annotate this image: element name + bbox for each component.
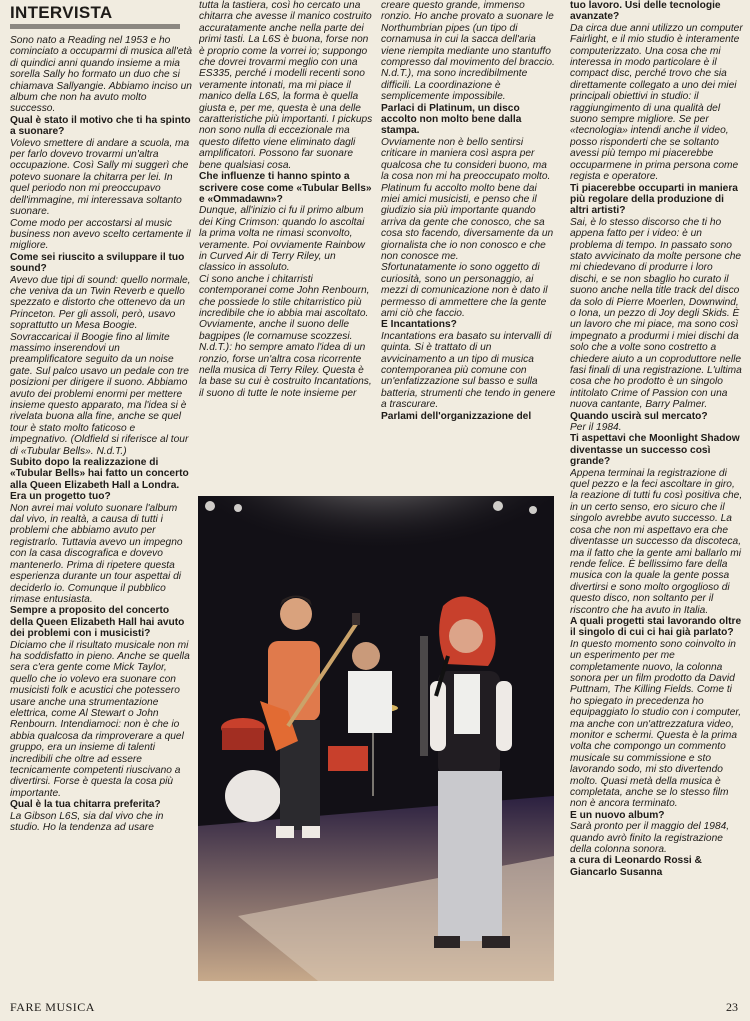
answer-paragraph: Sarà pronto per il maggio del 1984, quando avrò finito la registrazione della colonna sonora. xyxy=(570,821,730,856)
answer-paragraph: Sono nato a Reading nel 1953 e ho cominciato a occuparmi di musica all'età di quindici anni quando insieme a mia sorella Sally ho formato un duo che si chiamava Sallyangie. Abbiamo inciso un album che non ha avuto molto successo. xyxy=(10,35,193,115)
section-title-bar xyxy=(10,24,180,29)
question-paragraph: A quali progetti stai lavorando oltre il singolo di cui ci hai già parlato? xyxy=(570,615,742,639)
answer-paragraph: Per il 1984. xyxy=(570,422,622,434)
answer-paragraph: Come modo per accostarsi al music business non avevo scelto certamente il migliore. xyxy=(10,217,191,252)
answer-paragraph: tutta la tastiera, così ho cercato una chitarra che avesse il manico costruito accuratamente anche nella parte dei primi tasti. La L6S è buona, forse non è proprio come la vorrei io; suppongo che dovrei trovarmi meglio con una ES335, perché i modelli recenti sono veramente intonati, ma mi piace il manico della L6S, la forma è quella giusta e, per me, questa è una delle caratteristiche più importanti. I pickups non sono nulla di eccezionale ma questo difetto viene eliminato dagli amplificatori. Possono far suonare bene qualsiasi cosa. xyxy=(199,0,373,171)
answer-paragraph: La Gibson L6S, sia dal vivo che in studio. Ho la tendenza ad usare xyxy=(10,810,164,834)
question-paragraph: Parlami dell'organizzazione del xyxy=(381,410,532,422)
question-paragraph: Qual è la tua chitarra preferita? xyxy=(10,799,161,811)
column-2-text xyxy=(199,0,374,399)
question-paragraph: Parlaci di Platinum, un disco accolto non molto bene dalla stampa. xyxy=(381,102,522,137)
question-paragraph: Ti piacerebbe occuparti in maniera più regolare della produzione di altri artisti? xyxy=(570,182,738,217)
question-paragraph: tuo lavoro. Usi delle tecnologie avanzate? xyxy=(570,0,721,23)
answer-paragraph: creare questo grande, immenso ronzio. Ho anche provato a suonare le Northumbrian pipes (un tipo di cornamusa in cui la sacca dell'aria viene riempita mediante uno stantuffo compresso dal movimento del braccio. N.d.T.), ma sono incredibilmente difficili. La coordinazione è semplicemente impossibile. xyxy=(381,0,555,103)
article-column-1 xyxy=(10,0,193,990)
magazine-name: FARE MUSICA xyxy=(10,1000,95,1014)
answer-paragraph: Ovviamente non è bello sentirsi criticare in maniera così aspra per qualcosa che tu consideri buono, ma la cosa non mi ha preoccupato molto. Platinum fu accolto molto bene dai miei amici musicisti, e penso che il giudizio sia più importante quando arriva da gente che conosco, che sa cosa sto facendo, diversamente da un giornalista che io non conosco e che non conosce me. xyxy=(381,136,554,262)
question-paragraph: E Incantations? xyxy=(381,319,457,331)
answer-paragraph: Sfortunatamente io sono oggetto di curiosità, sono un personaggio, ai mezzi di comunicazione non è dato il permesso di ammettere che la gente ami ciò che faccio. xyxy=(381,262,548,319)
answer-paragraph: Da circa due anni utilizzo un computer Fairlight, e il mio studio è interamente computerizzato. Una cosa che mi interessa in modo particolare è il compact disc, perché trovo che sia direttamente collegato a uno dei miei principali obiettivi in studio: il raggiungimento di una qualità del suono sempre migliore. Se per «tecnologia» intendi anche il video, posso risponderti che se soltanto avessi più tempo mi piacerebbe occuparmene in prima persona come regista e operatore. xyxy=(570,22,743,183)
question-paragraph: Qual è stato il motivo che ti ha spinto a suonare? xyxy=(10,114,191,138)
column-3-text xyxy=(381,0,556,422)
article-column-2 xyxy=(199,0,374,492)
question-paragraph: Ti aspettavi che Moonlight Shadow diventasse un successo così grande? xyxy=(570,433,740,468)
answer-paragraph: Avevo due tipi di sound: quello normale, che veniva da un Twin Reverb e quello spezzato e distorto che ottenevo da un Princeton. Per gli assoli, però, usavo soprattutto un Mesa Boogie. Sovraccaricai il Boogie fino al limite massimo inserendovi un preamplificatore seguito da un noise gate. Sul palco usavo un pedale con tre posizioni per dirigere il suono. Abbiamo avuto dei problemi enormi per mettere insieme questo apparato, ma l'idea si è rivelata buona alla fine, anche se quel tour è stato molto faticoso e impegnativo. (Oldfield si riferisce al tour di «Tubular Bells». N.d.T.) xyxy=(10,274,191,457)
answer-paragraph: Incantations era basato su intervalli di quinta. Si è trattato di un avvicinamento a un tipo di musica contemporanea più comune con un'enfatizzazione sul basso e sulla batteria, strumenti che tendo in genere a trascurare. xyxy=(381,330,556,411)
article-column-4 xyxy=(570,0,744,1008)
answer-paragraph: Appena terminai la registrazione di quel pezzo e la feci ascoltare in giro, la reazione di tutti fu così positiva che, in un certo senso, ero sicuro che il singolo avrebbe avuto successo. La cosa che non mi aspettavo era che diventasse un successo da discoteca, ma il fatto che la gente ami ballarlo mi rende felice. È bellissimo fare della musica con la quale la gente possa divertirsi e sono molto orgoglioso di questo disco, non soltanto per il riscontro che ha avuto in Italia. xyxy=(570,467,743,616)
answer-paragraph: Dunque, all'inizio ci fu il primo album dei King Crimson: quando lo ascoltai la prima volta ne rimasi sconvolto, veramente. Poi ovviamente Rainbow in Curved Air di Terry Riley, un classico in assoluto. xyxy=(199,205,365,274)
question-paragraph: Sempre a proposito del concerto della Queen Elizabeth Hall hai avuto dei problemi con i musicisti? xyxy=(10,605,185,640)
answer-paragraph: Non avrei mai voluto suonare l'album dal vivo, in realtà, a causa di tutti i problemi che abbiamo avuto per registrarlo. Tuttavia avevo un impegno con la casa discografica e dovevo mantenerlo. Prima di ripetere questa esperienza durante un tour aspettai di deciderlo io. Comunque il pubblico rimase entusiasta. xyxy=(10,502,183,605)
column-1-text xyxy=(10,35,193,833)
question-paragraph: Che influenze ti hanno spinto a scrivere cose come «Tubular Bells» e «Ommadawn»? xyxy=(199,171,372,205)
answer-paragraph: Sai, è lo stesso discorso che ti ho appena fatto per i video: è un problema di tempo. In passato sono stato avvicinato da molte persone che mi chiedevano di produrre i loro dischi, e se non sbaglio ho curato il suono anche nella title track del disco da solo di Pierre Moerlen, Downwind, o Iona, un pezzo di Joy degli Skids. È un lavoro che mi piace, ma sono così impegnato a produrmi i miei dischi da solo che a volte sono costretto a chiedere aiuto a un coproduttore nelle fasi finali di una registrazione. L'ultima cosa che ho prodotto è un singolo intitolato Crime of Passion con una nuova cantante, Barry Palmer. xyxy=(570,216,742,411)
concert-photo xyxy=(198,496,554,981)
section-title: INTERVISTA xyxy=(10,3,113,22)
question-paragraph: a cura di Leonardo Rossi & Giancarlo Susanna xyxy=(570,855,702,878)
answer-paragraph: Volevo smettere di andare a scuola, ma per farlo dovevo trovarmi un'altra occupazione. Così Sally mi suggerì che potevo suonare la chitarra per lei. In quel periodo non mi preoccupavo dell'immagine, mi interessava soltanto suonare. xyxy=(10,137,190,218)
page-number: 23 xyxy=(726,1000,738,1014)
column-4-text xyxy=(570,0,744,878)
answer-paragraph: Ci sono anche i chitarristi contemporanei come John Renbourn, che possiede lo stile chitarristico più incredibile che io abbia mai ascoltato. Ovviamente, anche il suono delle bagpipes (le cornamuse scozzesi. N.d.T.): ho sempre amato l'idea di un ronzio, forse un'altra cosa ricorrente nella musica di Terry Riley. Questa è la base su cui è costruito Incantations, il suono di tutte le note insieme per xyxy=(199,273,372,399)
answer-paragraph: In questo momento sono coinvolto in un esperimento per me completamente nuovo, la colonna sonora per un film prodotto da David Puttnam, The Killing Fields. Come ti ho spiegato in precedenza ho equipaggiato lo studio con i computer, ma anche con un'attrezzatura video, monitor e schermi. Questa è la prima volta che compongo un commento musicale su commissione e sto lavorando sodo, mi sto divertendo molto. Quasi metà della musica è completata, anche se lo stesso film non è ancora terminato. xyxy=(570,638,742,810)
question-paragraph: Subito dopo la realizzazione di «Tubular Bells» hai fatto un concerto alla Queen Elizabeth Hall a Londra. Era un progetto tuo? xyxy=(10,457,189,503)
question-paragraph: Come sei riuscito a sviluppare il tuo sound? xyxy=(10,251,185,275)
answer-paragraph: Diciamo che il risultato musicale non mi ha soddisfatto in pieno. Anche se quella sera c'era gente come Mick Taylor, quello che io volevo era suonare con musicisti folk e acustici che potessero usare anche una strumentazione elettrica, come Al Stewart o John Renbourn. Intendiamoci: non è che io abbia qualcosa da rimproverare a quel gruppo, era un insieme di talenti incredibili che oltre ad essere tecnicamente competenti riuscivano a divertirsi. Forse è questa la cosa più importante. xyxy=(10,639,190,799)
concert-photo-illustration xyxy=(198,496,554,981)
question-paragraph: Quando uscirà sul mercato? xyxy=(570,410,708,422)
article-column-3 xyxy=(381,0,556,492)
question-paragraph: E un nuovo album? xyxy=(570,809,665,821)
